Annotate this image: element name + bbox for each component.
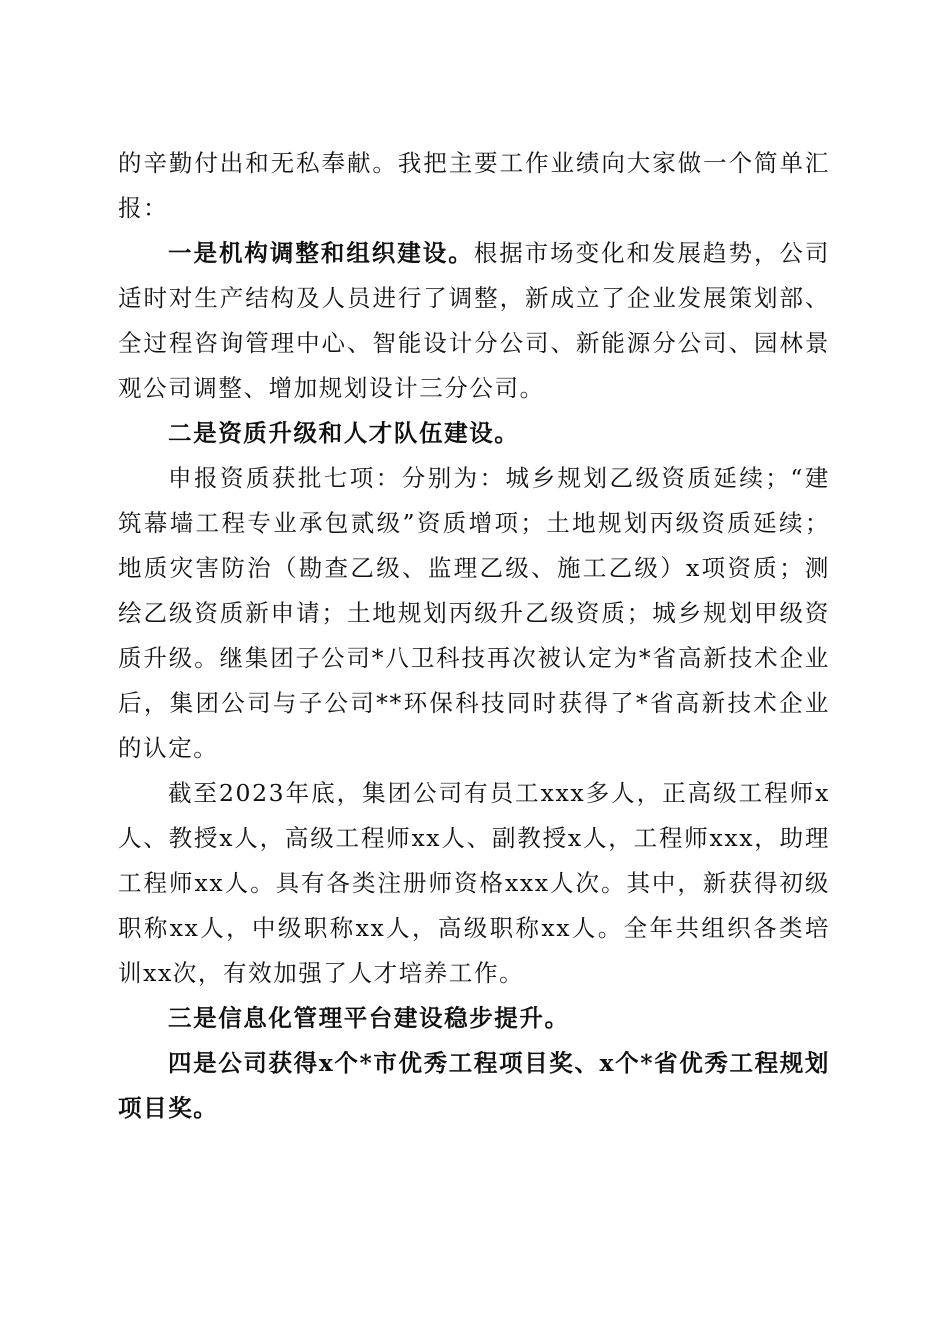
paragraph-text: 根据市场变化和发展趋势，公司适时对生产结构及人员进行了调整，新成立了企业发展策划部、全过程咨询管理中心、智能设计分公司、新能源分公司、园林景观公司调整、增加规划设计三分公司。 [118, 239, 831, 402]
paragraph-text: 截至2023年底，集团公司有员工xxx多人，正高级工程师x人、教授x人，高级工程师xx人、副教授x人，工程师xxx，助理工程师xx人。具有各类注册师资格xxx人次。其中，新获得初级职称xx人，中级职称xx人，高级职称xx人。全年共组织各类培训xx次，有效加强了人才培养工作。 [118, 779, 830, 987]
paragraph-heading: 四是公司获得x个*市优秀工程项目奖、x个*省优秀工程规划项目奖。 [118, 1049, 830, 1122]
paragraph-text: 申报资质获批七项：分别为：城乡规划乙级资质延续；“建筑幕墙工程专业承包贰级”资质增项；土地规划丙级资质延续；地质灾害防治（勘查乙级、监理乙级、施工乙级）x项资质；测绘乙级资质新申请；土地规划丙级升乙级资质；城乡规划甲级资质升级。继集团子公司*八卫科技再次被认定为*省高新技术企业后，集团公司与子公司**环保科技同时获得了*省高新技术企业的认定。 [118, 464, 830, 762]
paragraph-heading: 一是机构调整和组织建设。 [168, 239, 474, 267]
paragraph-qualifications [118, 456, 830, 771]
paragraph-staff [118, 771, 830, 996]
document-body [118, 141, 830, 1131]
paragraph-item-1 [118, 231, 830, 411]
paragraph-heading: 二是资质升级和人才队伍建设。 [168, 419, 520, 447]
paragraph-heading: 三是信息化管理平台建设稳步提升。 [168, 1004, 570, 1032]
paragraph-item-3 [118, 996, 830, 1041]
paragraph-intro [118, 141, 830, 231]
paragraph-item-4 [118, 1041, 830, 1131]
paragraph-item-2 [118, 411, 830, 456]
paragraph-text: 的辛勤付出和无私奉献。我把主要工作业绩向大家做一个简单汇报： [118, 149, 830, 222]
